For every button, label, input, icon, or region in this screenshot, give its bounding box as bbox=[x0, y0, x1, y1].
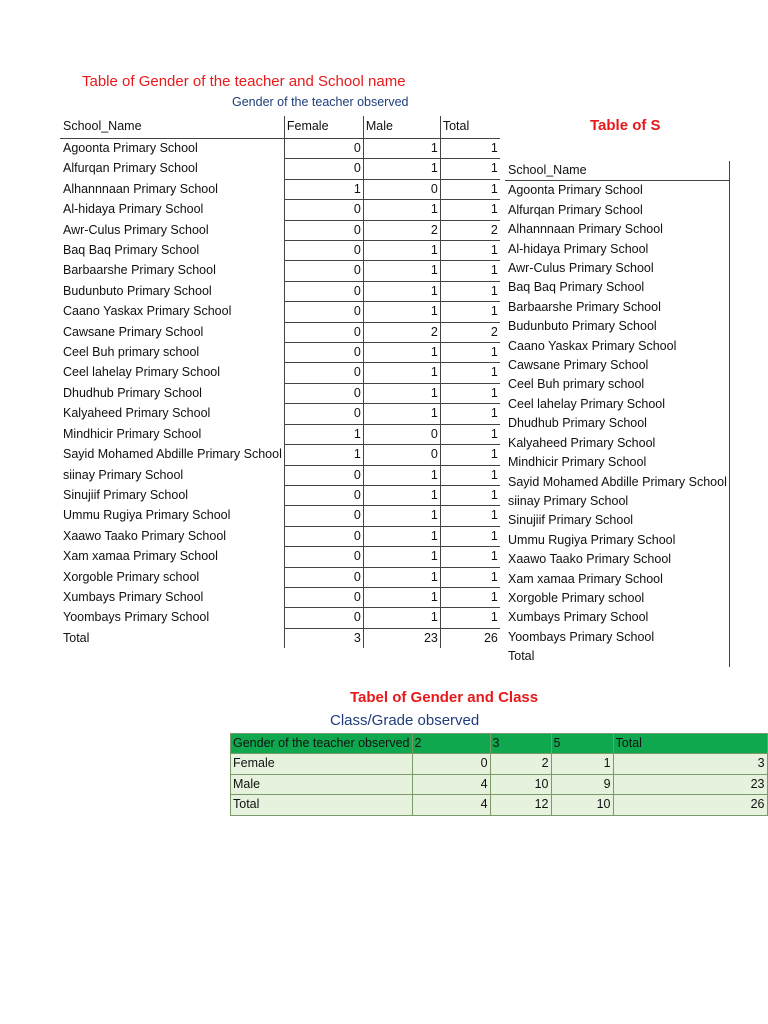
table-row bbox=[505, 220, 729, 239]
school-name-cell: Total bbox=[505, 647, 729, 666]
table-row bbox=[60, 445, 500, 465]
count-cell: 1 bbox=[363, 608, 440, 628]
table-row bbox=[60, 220, 500, 240]
school-name-cell: Baq Baq Primary School bbox=[60, 241, 284, 261]
table-row bbox=[231, 774, 768, 794]
table-row bbox=[60, 322, 500, 342]
gender-label: Female bbox=[231, 754, 413, 774]
count-cell: 0 bbox=[284, 261, 363, 281]
table-row bbox=[60, 302, 500, 322]
table-row bbox=[60, 547, 500, 567]
count-cell: 10 bbox=[490, 774, 551, 794]
count-cell: 1 bbox=[440, 485, 500, 505]
table-row bbox=[60, 261, 500, 281]
count-cell: 0 bbox=[284, 159, 363, 179]
total-cell: 26 bbox=[483, 630, 498, 645]
table-row bbox=[505, 240, 729, 259]
column-header: School_Name bbox=[60, 116, 284, 139]
count-cell: 3 bbox=[613, 754, 767, 774]
count-cell: 1 bbox=[440, 139, 500, 159]
school-name-cell: Awr-Culus Primary School bbox=[505, 259, 729, 278]
column-header: Total bbox=[440, 116, 500, 139]
count-cell: 0 bbox=[284, 526, 363, 546]
count-cell: 0 bbox=[284, 200, 363, 220]
table-row bbox=[505, 531, 729, 550]
school-name-cell: Budunbuto Primary School bbox=[60, 281, 284, 301]
table-row bbox=[505, 414, 729, 433]
count-cell: 10 bbox=[551, 795, 613, 815]
school-name-cell: Dhudhub Primary School bbox=[505, 414, 729, 433]
count-cell: 0 bbox=[284, 363, 363, 383]
school-name-cell: Barbaarshe Primary School bbox=[505, 298, 729, 317]
school-name-cell: Alfurqan Primary School bbox=[60, 159, 284, 179]
count-cell: 2 bbox=[440, 322, 500, 342]
count-cell: 0 bbox=[284, 322, 363, 342]
table-row bbox=[505, 375, 729, 394]
table-row bbox=[505, 298, 729, 317]
table-row bbox=[505, 473, 729, 492]
count-cell: 2 bbox=[490, 754, 551, 774]
school-name-cell: Sayid Mohamed Abdille Primary School bbox=[505, 473, 729, 492]
table1-title: Table of Gender of the teacher and School name bbox=[82, 73, 406, 90]
total-label: Total bbox=[60, 628, 284, 648]
count-cell: 1 bbox=[551, 754, 613, 774]
count-cell: 0 bbox=[284, 343, 363, 363]
count-cell: 1 bbox=[440, 587, 500, 607]
count-cell: 1 bbox=[363, 547, 440, 567]
school-name-cell: Xorgoble Primary school bbox=[505, 589, 729, 608]
table-row bbox=[505, 589, 729, 608]
table-row bbox=[60, 281, 500, 301]
count-cell: 1 bbox=[440, 302, 500, 322]
table-row bbox=[60, 179, 500, 199]
count-cell: 4 bbox=[412, 774, 490, 794]
table-row bbox=[60, 506, 500, 526]
count-cell: 1 bbox=[440, 547, 500, 567]
count-cell: 1 bbox=[440, 159, 500, 179]
count-cell: 0 bbox=[284, 485, 363, 505]
school-name-cell: Ceel lahelay Primary School bbox=[60, 363, 284, 383]
school-class-table-partial bbox=[505, 161, 730, 667]
table-header-row bbox=[505, 161, 729, 181]
school-name-cell: Ceel Buh primary school bbox=[505, 375, 729, 394]
table-row bbox=[60, 383, 500, 403]
count-cell: 1 bbox=[440, 179, 500, 199]
count-cell: 1 bbox=[363, 139, 440, 159]
count-cell: 1 bbox=[440, 404, 500, 424]
column-header: Total bbox=[613, 734, 767, 754]
school-name-cell: Xorgoble Primary school bbox=[60, 567, 284, 587]
count-cell: 1 bbox=[363, 241, 440, 261]
count-cell: 1 bbox=[440, 363, 500, 383]
table-row bbox=[60, 159, 500, 179]
column-header: Male bbox=[363, 116, 440, 139]
table-header-row bbox=[231, 734, 768, 754]
count-cell: 1 bbox=[363, 159, 440, 179]
count-cell: 0 bbox=[284, 465, 363, 485]
table-row bbox=[505, 356, 729, 375]
table-row bbox=[60, 241, 500, 261]
count-cell: 0 bbox=[363, 424, 440, 444]
school-name-cell: Agoonta Primary School bbox=[505, 181, 729, 201]
count-cell: 0 bbox=[284, 281, 363, 301]
table-header-row bbox=[60, 116, 500, 139]
count-cell: 1 bbox=[363, 200, 440, 220]
table-row bbox=[505, 550, 729, 569]
count-cell: 1 bbox=[284, 445, 363, 465]
count-cell: 0 bbox=[284, 506, 363, 526]
total-cell: 23 bbox=[363, 628, 440, 648]
table-row bbox=[60, 567, 500, 587]
count-cell: 1 bbox=[440, 526, 500, 546]
count-cell: 1 bbox=[440, 200, 500, 220]
table-row bbox=[60, 485, 500, 505]
school-name-cell: Alhannnaan Primary School bbox=[505, 220, 729, 239]
count-cell: 1 bbox=[440, 567, 500, 587]
school-name-cell: Budunbuto Primary School bbox=[505, 317, 729, 336]
count-cell: 4 bbox=[412, 795, 490, 815]
count-cell: 1 bbox=[363, 261, 440, 281]
school-name-cell: Sinujiif Primary School bbox=[60, 485, 284, 505]
table-row bbox=[60, 526, 500, 546]
count-cell: 1 bbox=[440, 608, 500, 628]
table-row bbox=[505, 395, 729, 414]
count-cell: 0 bbox=[284, 220, 363, 240]
total-cell: 3 bbox=[284, 628, 363, 648]
table-row bbox=[505, 511, 729, 530]
school-name-cell: Xaawo Taako Primary School bbox=[505, 550, 729, 569]
table-row bbox=[60, 404, 500, 424]
school-name-cell: Alfurqan Primary School bbox=[505, 201, 729, 220]
count-cell: 0 bbox=[284, 547, 363, 567]
gender-school-table bbox=[60, 116, 500, 648]
table-row bbox=[60, 608, 500, 628]
table3-title: Tabel of Gender and Class bbox=[350, 689, 539, 706]
school-name-cell: Mindhicir Primary School bbox=[60, 424, 284, 444]
table1-subtitle: Gender of the teacher observed bbox=[232, 95, 409, 109]
school-name-cell: Yoombays Primary School bbox=[60, 608, 284, 628]
count-cell: 0 bbox=[363, 179, 440, 199]
table-row bbox=[505, 608, 729, 627]
total-row bbox=[60, 628, 500, 648]
count-cell: 12 bbox=[490, 795, 551, 815]
count-cell: 0 bbox=[412, 754, 490, 774]
school-name-cell: Alhannnaan Primary School bbox=[60, 179, 284, 199]
school-name-cell: Mindhicir Primary School bbox=[505, 453, 729, 472]
school-name-cell: Barbaarshe Primary School bbox=[60, 261, 284, 281]
count-cell: 23 bbox=[613, 774, 767, 794]
school-name-cell: Ceel lahelay Primary School bbox=[505, 395, 729, 414]
count-cell: 1 bbox=[440, 465, 500, 485]
school-name-cell: Xumbays Primary School bbox=[60, 587, 284, 607]
count-cell: 1 bbox=[284, 179, 363, 199]
table-row bbox=[505, 570, 729, 589]
school-name-cell: Ceel Buh primary school bbox=[60, 343, 284, 363]
count-cell: 0 bbox=[284, 241, 363, 261]
count-cell: 2 bbox=[363, 220, 440, 240]
table-row bbox=[505, 201, 729, 220]
school-name-cell: Dhudhub Primary School bbox=[60, 383, 284, 403]
school-name-cell: Caano Yaskax Primary School bbox=[60, 302, 284, 322]
count-cell: 1 bbox=[440, 241, 500, 261]
school-name-cell: Xam xamaa Primary School bbox=[505, 570, 729, 589]
school-name-cell: Baq Baq Primary School bbox=[505, 278, 729, 297]
school-name-cell: Awr-Culus Primary School bbox=[60, 220, 284, 240]
school-name-cell: siinay Primary School bbox=[60, 465, 284, 485]
table-row bbox=[231, 795, 768, 815]
count-cell: 1 bbox=[363, 526, 440, 546]
count-cell: 1 bbox=[363, 567, 440, 587]
table-row bbox=[60, 363, 500, 383]
count-cell: 1 bbox=[363, 587, 440, 607]
count-cell: 1 bbox=[363, 281, 440, 301]
table-row bbox=[505, 337, 729, 356]
school-name-cell: Yoombays Primary School bbox=[505, 628, 729, 647]
count-cell: 0 bbox=[284, 383, 363, 403]
count-cell: 2 bbox=[363, 322, 440, 342]
school-name-cell: Xumbays Primary School bbox=[505, 608, 729, 627]
school-name-cell: Kalyaheed Primary School bbox=[505, 434, 729, 453]
count-cell: 0 bbox=[284, 587, 363, 607]
table-row bbox=[60, 139, 500, 159]
count-cell: 1 bbox=[440, 424, 500, 444]
table-row bbox=[60, 587, 500, 607]
table3-subtitle: Class/Grade observed bbox=[330, 712, 480, 729]
column-header: Gender of the teacher observed bbox=[231, 734, 413, 754]
gender-label: Total bbox=[231, 795, 413, 815]
school-name-cell: Ummu Rugiya Primary School bbox=[60, 506, 284, 526]
count-cell: 1 bbox=[363, 404, 440, 424]
table-row bbox=[231, 754, 768, 774]
school-name-cell: Kalyaheed Primary School bbox=[60, 404, 284, 424]
count-cell: 0 bbox=[284, 139, 363, 159]
count-cell: 1 bbox=[363, 485, 440, 505]
table-row bbox=[505, 647, 729, 666]
gender-label: Male bbox=[231, 774, 413, 794]
school-name-cell: Al-hidaya Primary School bbox=[60, 200, 284, 220]
count-cell: 0 bbox=[284, 302, 363, 322]
count-cell: 0 bbox=[284, 608, 363, 628]
table-row bbox=[60, 343, 500, 363]
table-row bbox=[60, 200, 500, 220]
count-cell: 1 bbox=[440, 281, 500, 301]
count-cell: 1 bbox=[440, 343, 500, 363]
table-row bbox=[505, 492, 729, 511]
table-row bbox=[505, 317, 729, 336]
column-header: Female bbox=[284, 116, 363, 139]
count-cell: 1 bbox=[363, 506, 440, 526]
count-cell: 1 bbox=[440, 506, 500, 526]
gender-class-table bbox=[230, 733, 768, 816]
school-name-cell: Sinujiif Primary School bbox=[505, 511, 729, 530]
count-cell: 1 bbox=[363, 465, 440, 485]
table-row bbox=[60, 424, 500, 444]
count-cell: 0 bbox=[363, 445, 440, 465]
school-name-cell: Cawsane Primary School bbox=[505, 356, 729, 375]
table-row bbox=[505, 181, 729, 201]
count-cell: 2 bbox=[440, 220, 500, 240]
table-row bbox=[505, 259, 729, 278]
column-header: 2 bbox=[412, 734, 490, 754]
count-cell: 0 bbox=[284, 404, 363, 424]
table-row bbox=[505, 434, 729, 453]
school-name-cell: Cawsane Primary School bbox=[60, 322, 284, 342]
count-cell: 9 bbox=[551, 774, 613, 794]
school-name-cell: Ummu Rugiya Primary School bbox=[505, 531, 729, 550]
count-cell: 1 bbox=[440, 445, 500, 465]
table-row bbox=[505, 453, 729, 472]
school-name-cell: Agoonta Primary School bbox=[60, 139, 284, 159]
school-name-cell: siinay Primary School bbox=[505, 492, 729, 511]
count-cell: 0 bbox=[284, 567, 363, 587]
school-name-cell: Xaawo Taako Primary School bbox=[60, 526, 284, 546]
school-name-cell: Al-hidaya Primary School bbox=[505, 240, 729, 259]
column-header: 5 bbox=[551, 734, 613, 754]
school-name-cell: Caano Yaskax Primary School bbox=[505, 337, 729, 356]
count-cell: 1 bbox=[284, 424, 363, 444]
count-cell: 1 bbox=[363, 302, 440, 322]
count-cell: 1 bbox=[363, 363, 440, 383]
count-cell: 1 bbox=[363, 343, 440, 363]
count-cell: 26 bbox=[613, 795, 767, 815]
table-row bbox=[505, 278, 729, 297]
column-header: School_Name bbox=[505, 161, 729, 181]
column-header: 3 bbox=[490, 734, 551, 754]
count-cell: 1 bbox=[440, 383, 500, 403]
table-row bbox=[60, 465, 500, 485]
count-cell: 1 bbox=[440, 261, 500, 281]
count-cell: 1 bbox=[363, 383, 440, 403]
table-row bbox=[505, 628, 729, 647]
school-name-cell: Xam xamaa Primary School bbox=[60, 547, 284, 567]
table2-title: Table of S bbox=[590, 117, 661, 134]
school-name-cell: Sayid Mohamed Abdille Primary School bbox=[60, 445, 284, 465]
